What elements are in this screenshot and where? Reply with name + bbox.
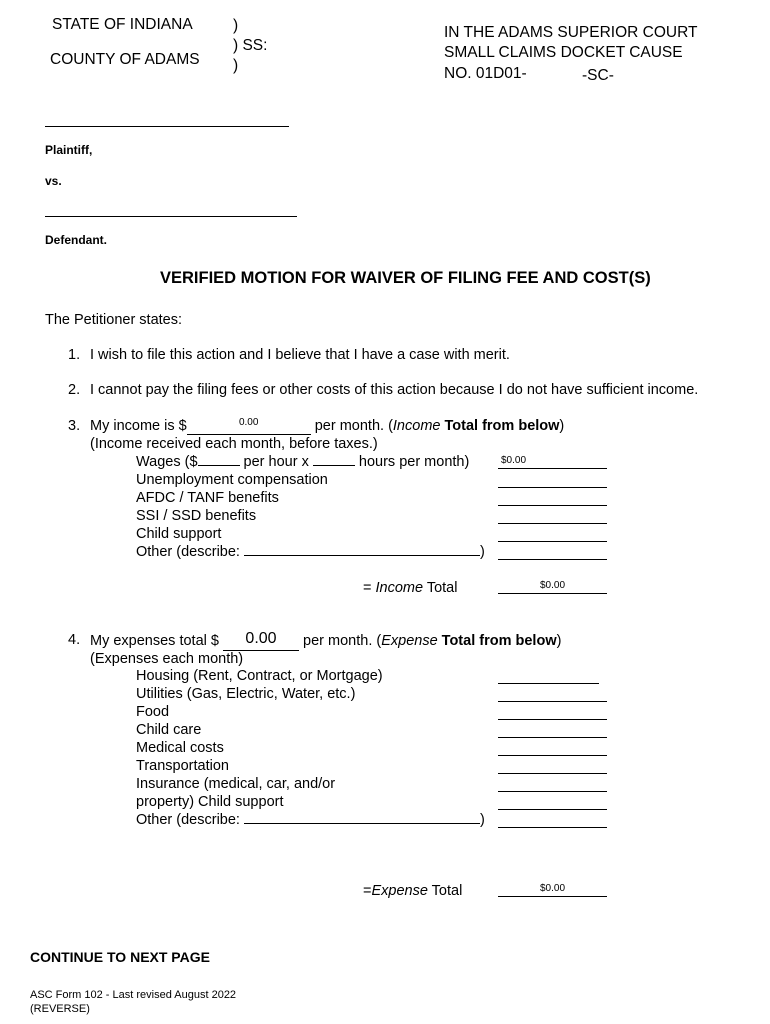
caption-ss: ) SS: xyxy=(233,37,268,54)
state-label: STATE OF INDIANA xyxy=(52,16,193,33)
expense-total-field[interactable]: 0.00 xyxy=(223,632,299,651)
form-identifier: ASC Form 102 - Last revised August 2022 xyxy=(30,989,237,1001)
item-2-number: 2. xyxy=(68,382,81,398)
insurance-label-line1: Insurance (medical, car, and/or xyxy=(136,776,336,792)
medical-label: Medical costs xyxy=(136,740,224,756)
expense-other-amount-field[interactable] xyxy=(498,827,607,828)
vs-label: vs. xyxy=(45,174,62,188)
transportation-amount-field[interactable] xyxy=(498,773,607,774)
continue-note: CONTINUE TO NEXT PAGE xyxy=(30,949,210,965)
hourly-rate-field[interactable] xyxy=(198,465,240,466)
medical-amount-field[interactable] xyxy=(498,755,607,756)
food-amount-field[interactable] xyxy=(498,719,607,720)
reverse-label: (REVERSE) xyxy=(30,1003,90,1015)
wages-amount-field[interactable]: $0.00 xyxy=(498,455,607,469)
item-1-text: I wish to file this action and I believe that I have a case with merit. xyxy=(90,347,510,363)
item-1-number: 1. xyxy=(68,347,81,363)
utilities-amount-field[interactable] xyxy=(498,701,607,702)
expense-statement: My expenses total $ 0.00 per month. (Expense Total from below) xyxy=(90,630,562,649)
intro-text: The Petitioner states: xyxy=(45,312,183,328)
cause-number-prefix: NO. 01D01- xyxy=(444,65,527,82)
child-care-amount-field[interactable] xyxy=(498,737,607,738)
court-name: IN THE ADAMS SUPERIOR COURT xyxy=(444,24,698,41)
afdc-amount-field[interactable] xyxy=(498,505,607,506)
child-support-amount-field[interactable] xyxy=(498,541,607,542)
insurance-label-line2: property) Child support xyxy=(136,794,284,810)
income-statement: My income is $ $^{0.00}$ per month. (Income Total from below) xyxy=(90,417,565,434)
caption-paren-top: ) xyxy=(233,17,239,34)
ssi-amount-field[interactable] xyxy=(498,523,607,524)
unemployment-amount-field[interactable] xyxy=(498,487,607,488)
housing-label: Housing (Rent, Contract, or Mortgage) xyxy=(136,668,383,684)
income-other-label: Other (describe: ) xyxy=(136,544,485,560)
plaintiff-name-field[interactable] xyxy=(45,126,289,127)
defendant-label: Defendant. xyxy=(45,233,108,247)
child-support-label: Child support xyxy=(136,526,222,542)
document-title: VERIFIED MOTION FOR WAIVER OF FILING FEE AND COST(S) xyxy=(160,269,651,287)
income-subheading: (Income received each month, before taxes.) xyxy=(90,436,378,452)
hours-per-month-field[interactable] xyxy=(313,465,355,466)
income-other-amount-field[interactable] xyxy=(498,559,607,560)
expense-child-support-amount-field[interactable] xyxy=(498,809,607,810)
income-total-label: = Income Total xyxy=(363,580,458,596)
plaintiff-label: Plaintiff, xyxy=(45,143,93,157)
item-3-number: 3. xyxy=(68,418,81,434)
cause-number-suffix: -SC- xyxy=(582,67,614,84)
child-care-label: Child care xyxy=(136,722,202,738)
expense-total-label: =Expense Total xyxy=(363,883,463,899)
defendant-name-field[interactable] xyxy=(45,216,297,217)
transportation-label: Transportation xyxy=(136,758,229,774)
item-4-number: 4. xyxy=(68,632,81,648)
county-label: COUNTY OF ADAMS xyxy=(50,51,200,68)
expense-total-amount[interactable]: $0.00 xyxy=(498,883,607,897)
expense-other-description-field[interactable] xyxy=(244,823,480,824)
afdc-label: AFDC / TANF benefits xyxy=(136,490,279,506)
utilities-label: Utilities (Gas, Electric, Water, etc.) xyxy=(136,686,356,702)
expense-subheading: (Expenses each month) xyxy=(90,651,244,667)
income-other-description-field[interactable] xyxy=(244,555,480,556)
income-total-amount[interactable]: $0.00 xyxy=(498,580,607,594)
ssi-label: SSI / SSD benefits xyxy=(136,508,257,524)
food-label: Food xyxy=(136,704,170,720)
wages-label: Wages ($ per hour x hours per month) xyxy=(136,454,470,470)
housing-amount-field[interactable] xyxy=(498,683,599,684)
unemployment-label: Unemployment compensation xyxy=(136,472,328,488)
insurance-amount-field[interactable] xyxy=(498,791,607,792)
caption-paren-bottom: ) xyxy=(233,57,239,74)
income-total-field[interactable]: 0.00 xyxy=(187,418,311,435)
item-2-text: I cannot pay the filing fees or other costs of this action because I do not have sufficient income. xyxy=(90,382,699,398)
docket-label: SMALL CLAIMS DOCKET CAUSE xyxy=(444,44,683,61)
expense-other-label: Other (describe: ) xyxy=(136,812,485,828)
